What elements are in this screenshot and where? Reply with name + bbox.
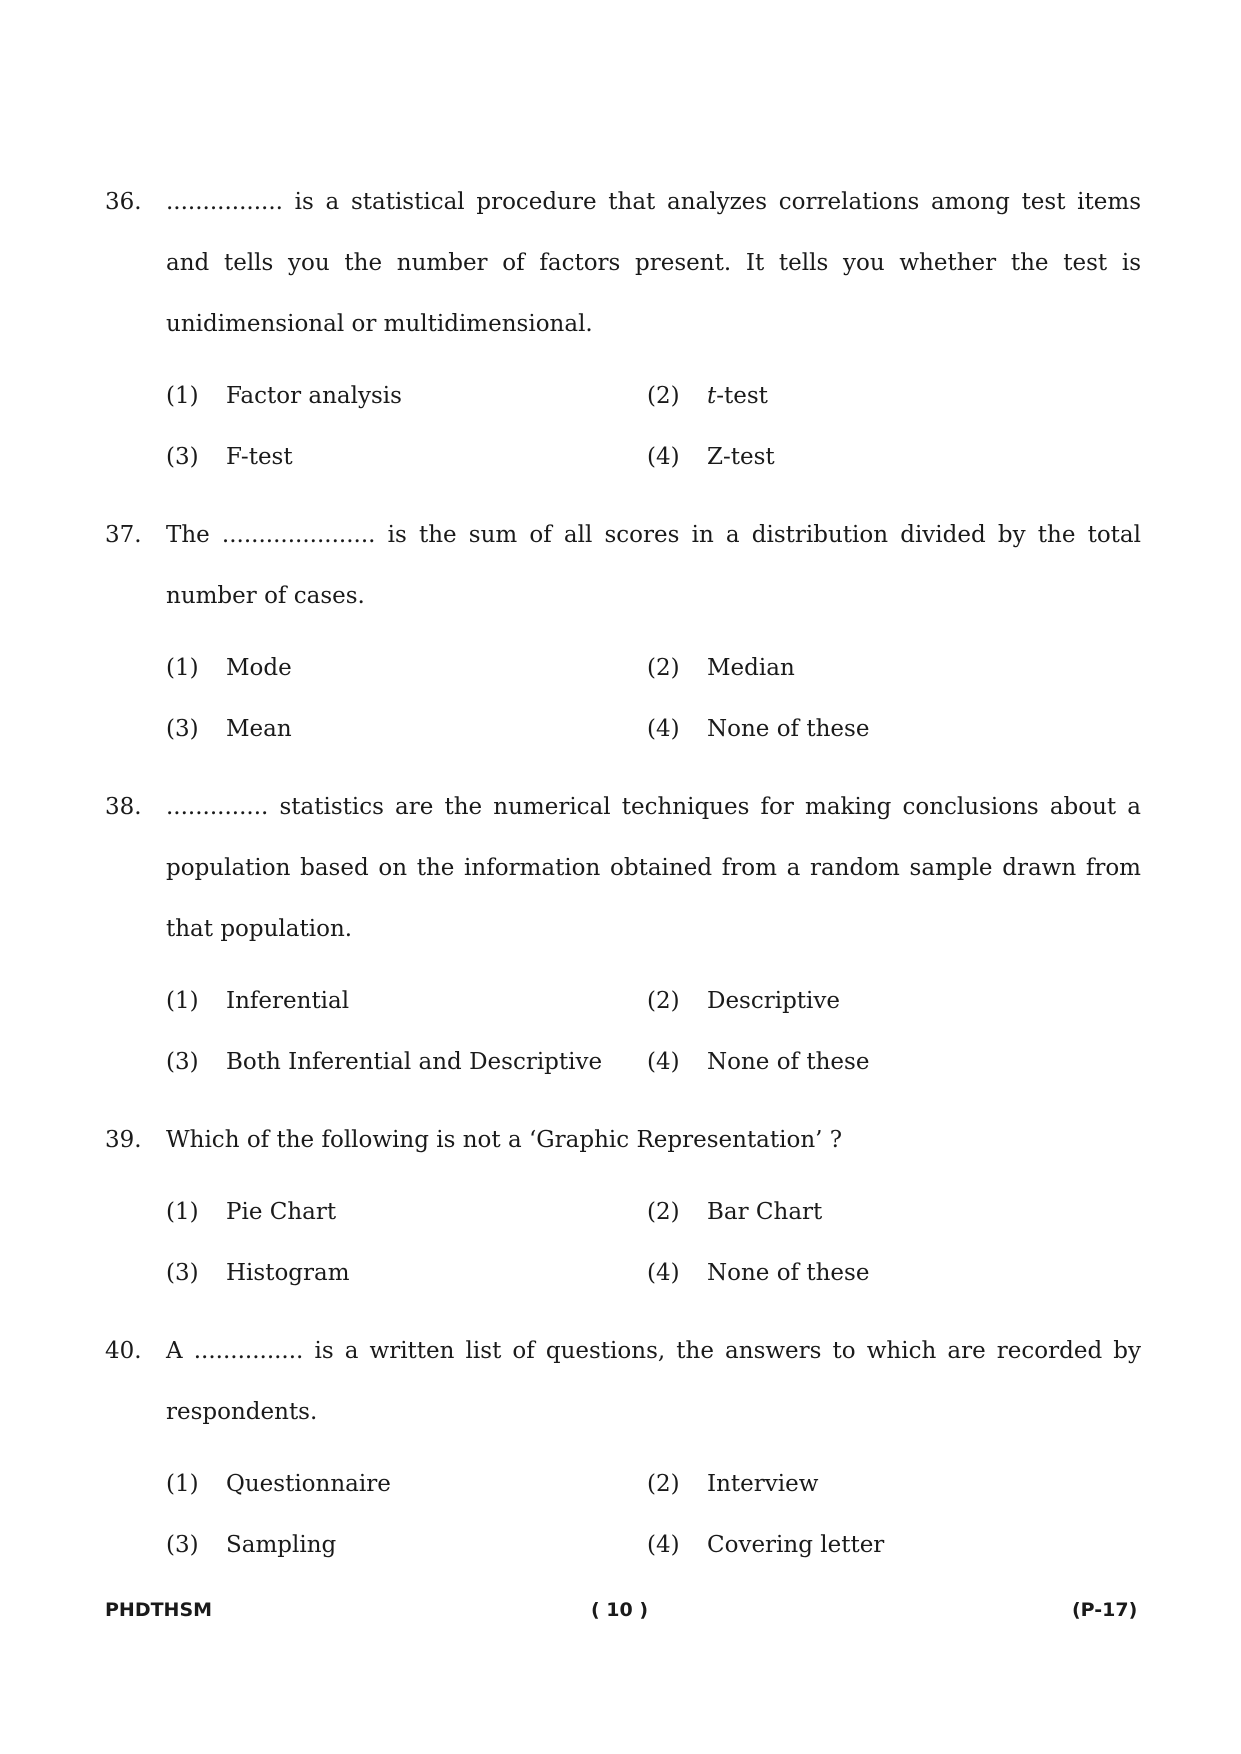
option-label: (2) bbox=[647, 655, 680, 681]
question-text: .............. statistics are the numerical techniques for making conclusions about a population based on the information obtained from a random sample drawn from that population. bbox=[166, 794, 1141, 942]
option-text: Median bbox=[707, 655, 795, 681]
footer-series-code: (P-17) bbox=[1072, 1599, 1138, 1621]
option-label: (1) bbox=[166, 988, 199, 1014]
option-label: (2) bbox=[647, 1199, 680, 1225]
option-label: (3) bbox=[166, 1260, 199, 1286]
option-label: (4) bbox=[647, 1049, 680, 1075]
option-text: None of these bbox=[707, 716, 870, 742]
option-label: (4) bbox=[647, 716, 680, 742]
option-text: Sampling bbox=[226, 1532, 337, 1558]
question-number: 36. bbox=[105, 189, 142, 215]
option-text bbox=[707, 381, 768, 411]
option-text: Bar Chart bbox=[707, 1199, 823, 1225]
question-number: 40. bbox=[105, 1338, 142, 1364]
option-label: (4) bbox=[647, 1532, 680, 1558]
footer-page-number: ( 10 ) bbox=[591, 1599, 649, 1621]
option-text: Mode bbox=[226, 655, 292, 681]
option-label: (4) bbox=[647, 1260, 680, 1286]
question-number: 37. bbox=[105, 522, 142, 548]
option-label: (2) bbox=[647, 1471, 680, 1497]
option-text: None of these bbox=[707, 1260, 870, 1286]
question-text: Which of the following is not a ‘Graphic Representation’ ? bbox=[166, 1127, 843, 1153]
option-text: None of these bbox=[707, 1049, 870, 1075]
option-label: (4) bbox=[647, 444, 680, 470]
option-text: Pie Chart bbox=[226, 1199, 337, 1225]
option-label: (2) bbox=[647, 988, 680, 1014]
option-label: (3) bbox=[166, 716, 199, 742]
option-label: (1) bbox=[166, 655, 199, 681]
option-label: (1) bbox=[166, 1199, 199, 1225]
option-text: Both Inferential and Descriptive bbox=[226, 1049, 603, 1075]
question-text: The ..................... is the sum of all scores in a distribution divided by the total number of cases. bbox=[166, 522, 1141, 609]
question-number: 38. bbox=[105, 794, 142, 820]
question-text: ................ is a statistical procedure that analyzes correlations among test items and tells you the number of factors present. It tells you whether the test is unidimensional or multidimensional. bbox=[166, 189, 1141, 337]
option-text: Histogram bbox=[226, 1260, 350, 1286]
option-text: Descriptive bbox=[707, 988, 841, 1014]
option-text-rest: -test bbox=[716, 383, 768, 409]
option-label: (1) bbox=[166, 383, 199, 409]
option-text: Interview bbox=[707, 1471, 819, 1497]
option-label: (3) bbox=[166, 444, 199, 470]
footer-paper-code: PHDTHSM bbox=[105, 1599, 213, 1621]
option-text: Factor analysis bbox=[226, 383, 402, 409]
question-text: A ............... is a written list of questions, the answers to which are recorded by respondents. bbox=[166, 1338, 1141, 1425]
italic-t: t bbox=[707, 383, 717, 409]
question-number: 39. bbox=[105, 1127, 142, 1153]
option-label: (3) bbox=[166, 1049, 199, 1075]
option-text: F-test bbox=[226, 444, 293, 470]
option-text: Z-test bbox=[707, 444, 775, 470]
option-label: (1) bbox=[166, 1471, 199, 1497]
option-label: (3) bbox=[166, 1532, 199, 1558]
option-text: Questionnaire bbox=[226, 1471, 391, 1497]
option-label: (2) bbox=[647, 383, 680, 409]
option-text: Mean bbox=[226, 716, 292, 742]
option-text: Inferential bbox=[226, 988, 350, 1014]
option-text: Covering letter bbox=[707, 1532, 885, 1558]
